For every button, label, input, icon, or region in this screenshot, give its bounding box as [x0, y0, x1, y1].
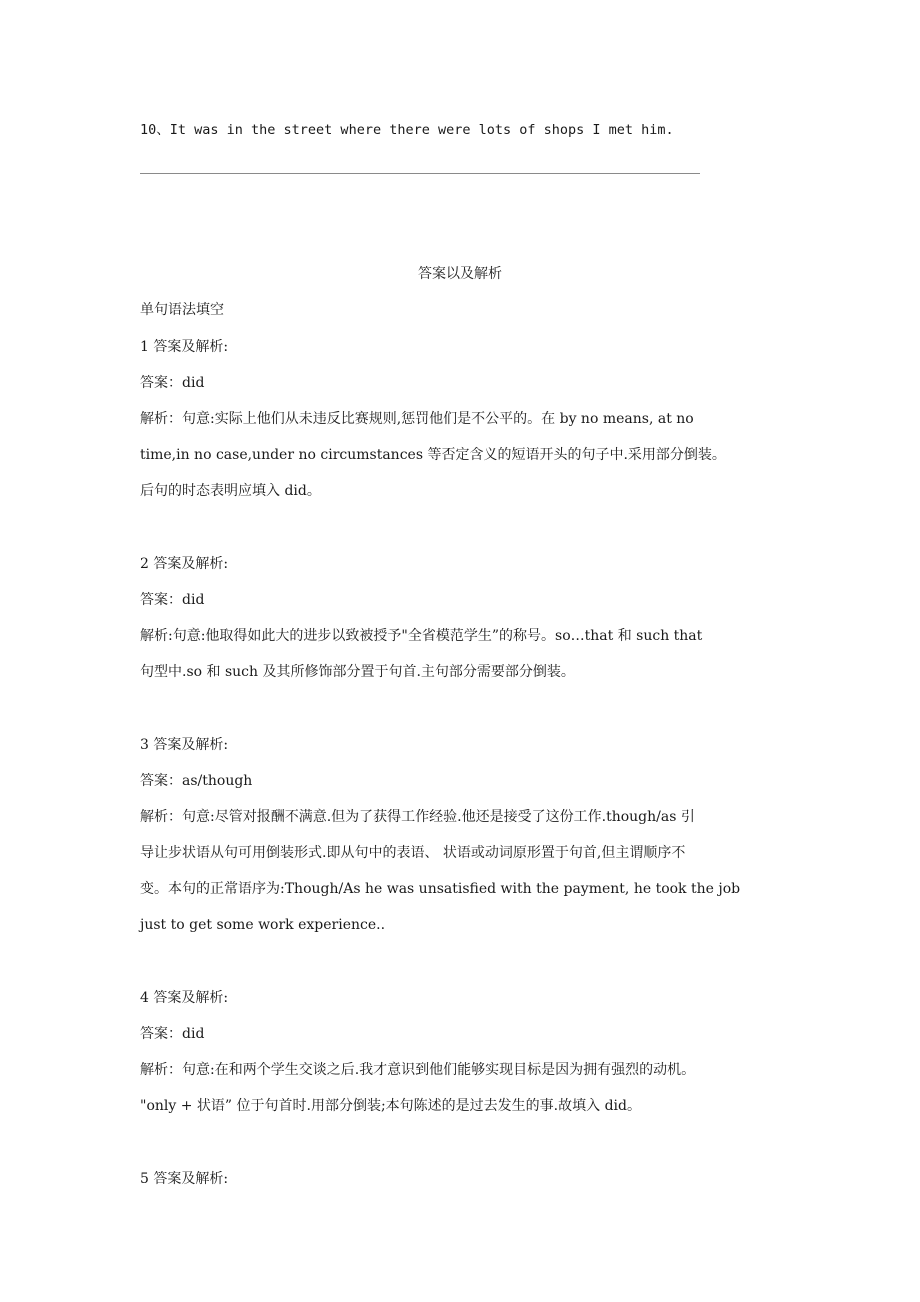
item-2-header: 2 答案及解析:: [140, 556, 229, 572]
item-1-header: 1 答案及解析:: [140, 339, 229, 355]
answer-blank-line: [140, 173, 700, 174]
item-5-header: 5 答案及解析:: [140, 1171, 229, 1187]
question-10: 10、It was in the street where there were lots of shops I met him.: [140, 122, 674, 138]
item-1-answer: 答案：did: [140, 375, 205, 391]
item-3-answer: 答案：as/though: [140, 773, 253, 789]
item-3-analysis-line: 导让步状语从句可用倒装形式.即从句中的表语、 状语或动词原形置于句首,但主谓顺序不: [140, 845, 686, 861]
item-3-analysis-line: 变。本句的正常语序为:Though/As he was unsatisfied with the payment, he took the job: [140, 881, 741, 897]
item-2-answer: 答案：did: [140, 592, 205, 608]
item-2-analysis-line: 句型中.so 和 such 及其所修饰部分置于句首.主句部分需要部分倒装。: [140, 664, 575, 680]
item-3-analysis-line: 解析：句意:尽管对报酬不满意.但为了获得工作经验.他还是接受了这份工作.though/as 引: [140, 809, 695, 825]
answers-heading: 答案以及解析: [418, 266, 502, 282]
item-3-analysis-line: just to get some work experience..: [140, 917, 386, 933]
item-2-analysis-line: 解析:句意:他取得如此大的进步以致被授予"全省模范学生”的称号。so…that 和 such that: [140, 628, 703, 644]
section-title: 单句语法填空: [140, 302, 224, 318]
item-1-analysis-line: 解析：句意:实际上他们从未违反比赛规则,惩罚他们是不公平的。在 by no means, at no: [140, 411, 694, 427]
item-3-header: 3 答案及解析:: [140, 737, 229, 753]
item-1-analysis-line: 后句的时态表明应填入 did。: [140, 483, 321, 499]
item-4-analysis-line: 解析：句意:在和两个学生交谈之后.我才意识到他们能够实现目标是因为拥有强烈的动机。: [140, 1062, 696, 1078]
item-4-answer: 答案：did: [140, 1026, 205, 1042]
item-4-header: 4 答案及解析:: [140, 990, 229, 1006]
item-4-analysis-line: "only + 状语” 位于句首时.用部分倒装;本句陈述的是过去发生的事.故填入 did。: [140, 1098, 641, 1114]
item-1-analysis-line: time,in no case,under no circumstances 等否定含义的短语开头的句子中.采用部分倒装。: [140, 447, 726, 463]
